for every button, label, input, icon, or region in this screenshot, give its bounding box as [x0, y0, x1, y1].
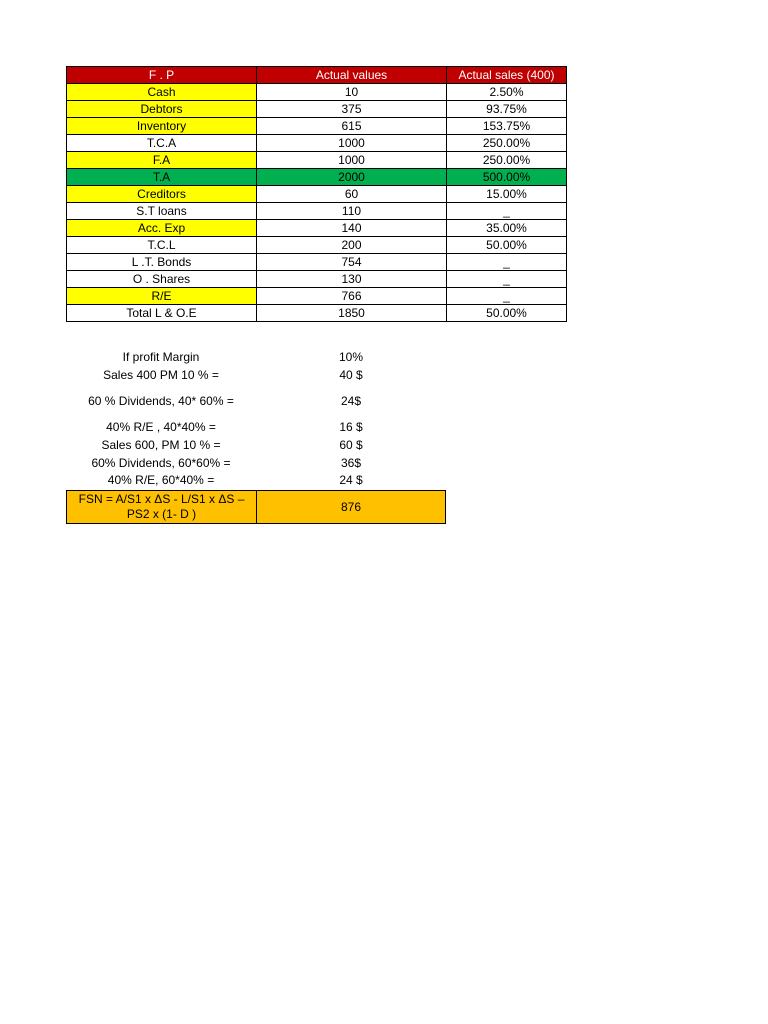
fsn-box — [66, 490, 446, 524]
row-value: 615 — [257, 118, 447, 135]
table-row-total — [67, 305, 567, 322]
calc-label: 60 % Dividends, 40* 60% = — [88, 394, 234, 408]
calc-value: 16 $ — [339, 420, 363, 434]
row-value: 2000 — [257, 169, 447, 186]
row-label: L .T. Bonds — [67, 254, 257, 271]
table-row — [67, 288, 567, 305]
row-label: Cash — [67, 84, 257, 101]
row-value: 375 — [257, 101, 447, 118]
row-label: O . Shares — [67, 271, 257, 288]
row-pct: 50.00% — [447, 237, 567, 254]
row-value: 140 — [257, 220, 447, 237]
row-label: Creditors — [67, 186, 257, 203]
table-row — [67, 118, 567, 135]
row-value: 110 — [257, 203, 447, 220]
row-label: Inventory — [67, 118, 257, 135]
row-value: 10 — [257, 84, 447, 101]
fp-table — [66, 66, 567, 322]
header-actual-sales: Actual sales (400) — [447, 67, 567, 84]
row-pct: _ — [447, 203, 567, 220]
row-pct: _ — [447, 271, 567, 288]
calc-value: 40 $ — [339, 368, 363, 382]
table-header-row — [67, 67, 567, 84]
table-row — [67, 220, 567, 237]
row-value: 766 — [257, 288, 447, 305]
row-value: 200 — [257, 237, 447, 254]
table-row — [67, 101, 567, 118]
row-pct: 500.00% — [447, 169, 567, 186]
row-pct: 153.75% — [447, 118, 567, 135]
header-actual-values: Actual values — [257, 67, 447, 84]
row-label: F.A — [67, 152, 257, 169]
table-row — [67, 135, 567, 152]
calc-label: 60% Dividends, 60*60% = — [91, 456, 231, 470]
table-row — [67, 84, 567, 101]
calc-label: Sales 600, PM 10 % = — [101, 438, 221, 452]
calc-value: 10% — [338, 350, 364, 364]
calc-value: 60 $ — [339, 438, 363, 452]
calc-value: 24$ — [340, 394, 362, 408]
row-label: T.C.L — [67, 237, 257, 254]
row-pct: 35.00% — [447, 220, 567, 237]
table-row — [67, 254, 567, 271]
balance-sheet — [66, 66, 567, 322]
table-row — [67, 152, 567, 169]
row-pct: _ — [447, 254, 567, 271]
row-value: 60 — [257, 186, 447, 203]
row-label: Acc. Exp — [67, 220, 257, 237]
row-label: T.A — [67, 169, 257, 186]
calc-value: 24 $ — [339, 473, 363, 487]
row-pct: 15.00% — [447, 186, 567, 203]
row-value: 1000 — [257, 135, 447, 152]
calc-value: 36$ — [340, 456, 362, 470]
row-pct: 2.50% — [447, 84, 567, 101]
row-value: 1000 — [257, 152, 447, 169]
row-value: 1850 — [257, 305, 447, 322]
table-row — [67, 203, 567, 220]
row-value: 130 — [257, 271, 447, 288]
row-label: S.T loans — [67, 203, 257, 220]
row-label: Total L & O.E — [67, 305, 257, 322]
row-pct: 250.00% — [447, 152, 567, 169]
table-row — [67, 186, 567, 203]
calc-label: 40% R/E, 60*40% = — [107, 473, 215, 487]
row-pct: 93.75% — [447, 101, 567, 118]
table-row — [67, 271, 567, 288]
row-pct: _ — [447, 288, 567, 305]
row-label: T.C.A — [67, 135, 257, 152]
table-row — [67, 237, 567, 254]
row-label: Debtors — [67, 101, 257, 118]
row-value: 754 — [257, 254, 447, 271]
table-row-total-assets — [67, 169, 567, 186]
calc-label: Sales 400 PM 10 % = — [103, 368, 219, 382]
row-pct: 250.00% — [447, 135, 567, 152]
header-fp: F . P — [67, 67, 257, 84]
calc-label: 40% R/E , 40*40% = — [106, 420, 216, 434]
row-label: R/E — [67, 288, 257, 305]
fsn-formula: FSN = A/S1 x ΔS - L/S1 x ΔS – PS2 x (1- D ) — [67, 491, 257, 523]
row-pct: 50.00% — [447, 305, 567, 322]
calc-label: If profit Margin — [122, 350, 200, 364]
fsn-value: 876 — [340, 499, 362, 514]
